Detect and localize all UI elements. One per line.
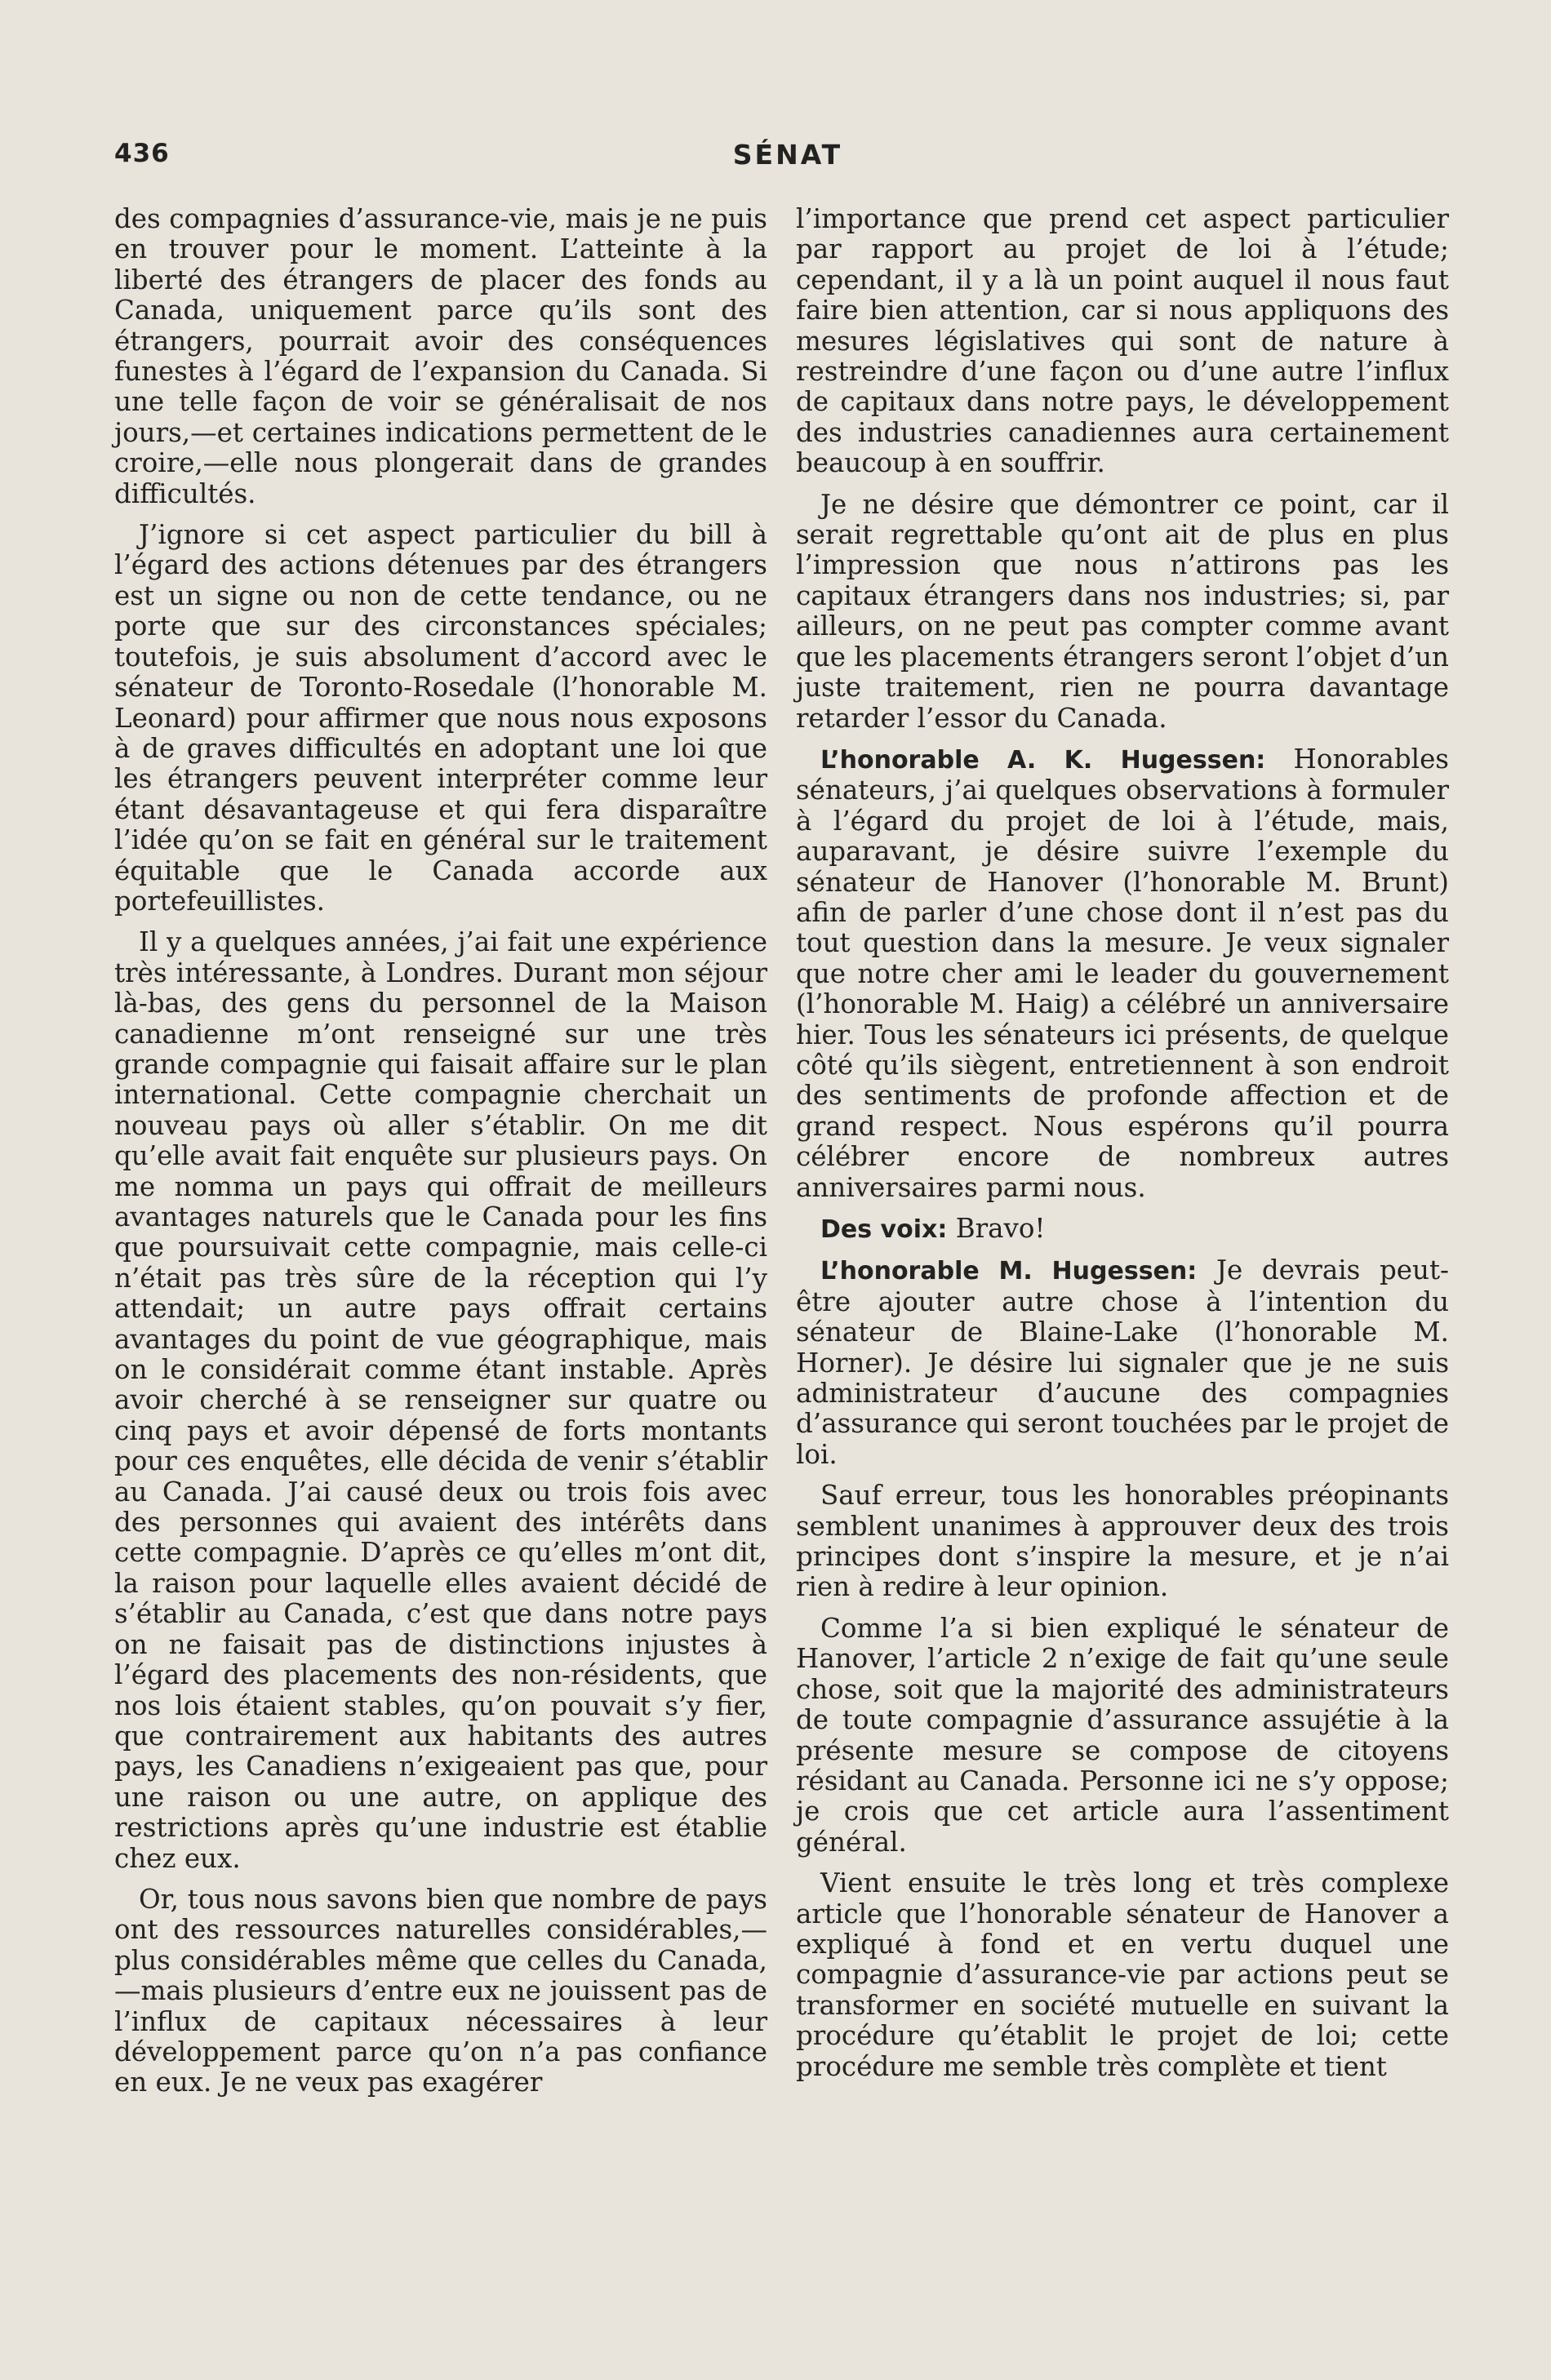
speaker-name: Des voix: bbox=[820, 1215, 948, 1244]
speaker-name: L’honorable M. Hugessen: bbox=[820, 1257, 1198, 1286]
paragraph: Or, tous nous savons bien que nombre de pays ont des ressources naturelles considérables,—plus considérables même que celles du Canada,—mais plusieurs d’entre eux ne jouissent pas de l’influx de capitaux nécessaires à leur développement parce qu’on n’a pas confiance en eux. Je ne veux pas exagérer bbox=[114, 1883, 767, 2098]
paragraph: Vient ensuite le très long et très complexe article que l’honorable sénateur de Hanover a expliqué à fond et en vertu duquel une compagnie d’assurance-vie par actions peut se transformer en société mutuelle en suivant la procédure qu’établit le projet de loi; cette procédure me semble très complète et tient bbox=[796, 1867, 1449, 2082]
paragraph: des compagnies d’assurance-vie, mais je ne puis en trouver pour le moment. L’atteinte à la liberté des étrangers de placer des fonds au Canada, uniquement parce qu’ils sont des étrangers, pourrait avoir des conséquences funestes à l’égard de l’expansion du Canada. Si une telle façon de voir se généralisait de nos jours,—et certaines indications permettent de le croire,—elle nous plongerait dans de grandes difficultés. bbox=[114, 203, 767, 509]
page-number: 436 bbox=[114, 139, 170, 168]
right-column bbox=[796, 204, 1449, 2093]
speech-text: Honorables sénateurs, j’ai quelques observations à formuler à l’égard du projet de loi à l’étude, mais, auparavant, je désire suivre l’exemple du sénateur de Hanover (l’honorable M. Brunt) afin de parler d’une chose dont il n’est pas du tout question dans la mesure. Je veux signaler que notre cher ami le leader du gouvernement (l’honorable M. Haig) a célébré un anniversaire hier. Tous les sénateurs ici présents, de quelque côté qu’ils siègent, entretiennent à son endroit des sentiments de profonde affection et de grand respect. Nous espérons qu’il pourra célébrer encore de nombreux autres anniversaires parmi nous. bbox=[796, 743, 1449, 1203]
paragraph: Sauf erreur, tous les honorables préopinants semblent unanimes à approuver deux des trois principes dont s’inspire la mesure, et je n’ai rien à redire à leur opinion. bbox=[796, 1480, 1449, 1603]
paragraph: l’importance que prend cet aspect particulier par rapport au projet de loi à l’étude; cependant, il y a là un point auquel il nous faut faire bien attention, car si nous appliquons des mesures législatives qui sont de nature à restreindre d’une façon ou d’une autre l’influx de capitaux dans notre pays, le développement des industries canadiennes aura certainement beaucoup à en souffrir. bbox=[796, 203, 1449, 479]
paragraph: Je ne désire que démontrer ce point, car il serait regrettable qu’ont ait de plus en plus l’impression que nous n’attirons pas les capitaux étrangers dans nos industries; si, par ailleurs, on ne peut pas compter comme avant que les placements étrangers seront l’objet d’un juste traitement, rien ne pourra davantage retarder l’essor du Canada. bbox=[796, 488, 1449, 734]
speech bbox=[796, 1255, 1449, 1470]
speech-text: Je devrais peut-être ajouter autre chose à l’intention du sénateur de Blaine-Lake (l’honorable M. Horner). Je désire lui signaler que je ne suis administrateur d’aucune des compagnies d’assurance qui seront touchées par le projet de loi. bbox=[796, 1254, 1449, 1470]
paragraph: J’ignore si cet aspect particulier du bill à l’égard des actions détenues par des étrangers est un signe ou non de cette tendance, ou ne porte que sur des circonstances spéciales; toutefois, je suis absolument d’accord avec le sénateur de Toronto-Rosedale (l’honorable M. Leonard) pour affirmer que nous nous exposons à de graves difficultés en adoptant une loi que les étrangers peuvent interpréter comme leur étant désavantageuse et qui fera disparaître l’idée qu’on se fait en général sur le traitement équitable que le Canada accorde aux portefeuillistes. bbox=[114, 519, 767, 917]
running-head: SÉNAT bbox=[732, 139, 843, 171]
paragraph: Comme l’a si bien expliqué le sénateur de Hanover, l’article 2 n’exige de fait qu’une seule chose, soit que la majorité des administrateurs de toute compagnie d’assurance assujétie à la présente mesure se compose de citoyens résidant au Canada. Personne ici ne s’y oppose; je crois que cet article aura l’assentiment général. bbox=[796, 1612, 1449, 1858]
speech bbox=[796, 1214, 1449, 1245]
speaker-name: L’honorable A. K. Hugessen: bbox=[820, 745, 1266, 775]
left-column bbox=[114, 204, 767, 2109]
paragraph: Il y a quelques années, j’ai fait une expérience très intéressante, à Londres. Durant mon séjour là-bas, des gens du personnel de la Maison canadienne m’ont renseigné sur une très grande compagnie qui faisait affaire sur le plan international. Cette compagnie cherchait un nouveau pays où aller s’établir. On me dit qu’elle avait fait enquête sur plusieurs pays. On me nomma un pays qui offrait de meilleurs avantages naturels que le Canada pour les fins que poursuivait cette compagnie, mais celle-ci n’était pas très sûre de la réception qui l’y attendait; un autre pays offrait certains avantages du point de vue géographique, mais on le considérait comme étant instable. Après avoir cherché à se renseigner sur quatre ou cinq pays et avoir dépensé de forts montants pour ces enquêtes, elle décida de venir s’établir au Canada. J’ai causé deux ou trois fois avec des personnes qui avaient des intérêts dans cette compagnie. D’après ce qu’elles m’ont dit, la raison pour laquelle elles avaient décidé de s’établir au Canada, c’est que dans notre pays on ne faisait pas de distinctions injustes à l’égard des placements des non-résidents, que nos lois étaient stables, qu’on pouvait s’y fier, que contrairement aux habitants des autres pays, les Canadiens n’exigeaient pas que, pour une raison ou une autre, on applique des restrictions après qu’une industrie est établie chez eux. bbox=[114, 926, 767, 1874]
speech-text: Bravo! bbox=[955, 1213, 1046, 1244]
speech bbox=[796, 744, 1449, 1203]
page-header bbox=[114, 139, 1461, 180]
